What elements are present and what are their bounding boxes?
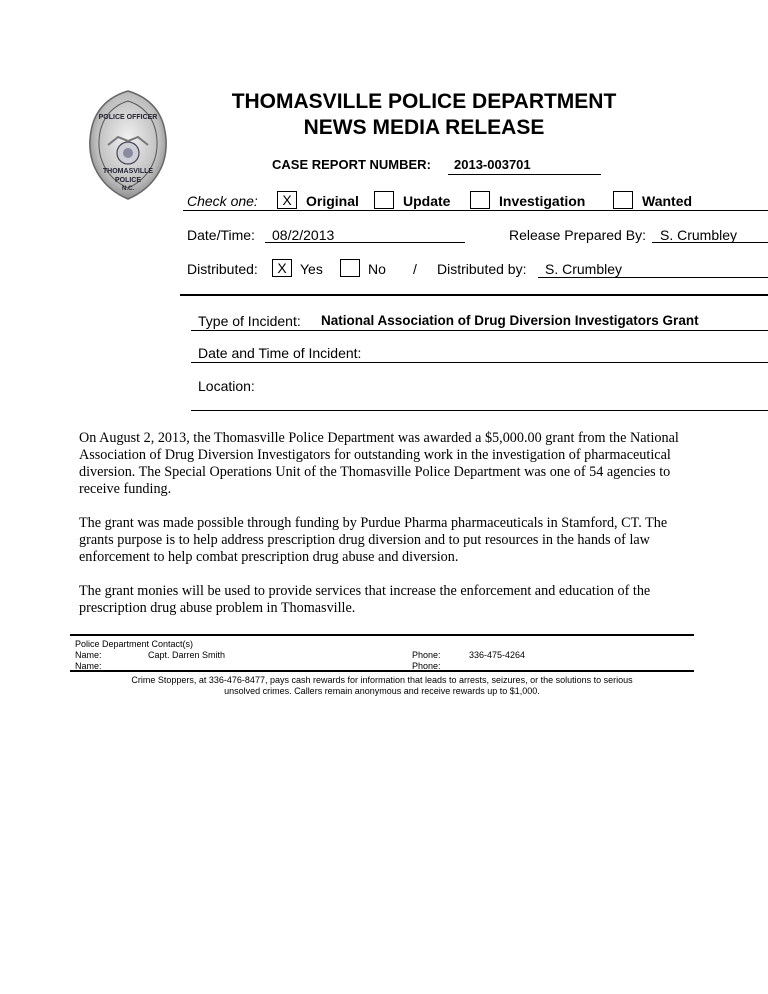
body-paragraph-2: The grant was made possible through funding by Purdue Pharma pharmaceuticals in Stamford, CT. The grants purpose is to help address prescription drug diversion and to put resources in the hands of law enforcement to help combat prescription drug abuse and diversion. <box>79 515 668 565</box>
prepared-by-label: Release Prepared By: <box>509 227 646 243</box>
contact-name-label-1: Name: <box>75 650 102 660</box>
case-number-underline <box>448 174 601 175</box>
distributed-by-label: Distributed by: <box>437 261 527 277</box>
title-department: THOMASVILLE POLICE DEPARTMENT <box>231 90 617 113</box>
police-badge-logo <box>86 89 170 201</box>
contact-top-rule <box>70 634 694 636</box>
incident-datetime-underline <box>191 362 768 363</box>
date-time-label: Date/Time: <box>187 227 255 243</box>
checkbox-wanted-label: Wanted <box>642 193 693 209</box>
checkbox-investigation[interactable] <box>470 191 490 209</box>
badge-text-state: N.C. <box>122 186 134 192</box>
incident-location-underline <box>191 410 768 411</box>
crime-stoppers-line-2: unsolved crimes. Callers remain anonymous and receive rewards up to $1,000. <box>224 686 540 696</box>
checkbox-update-label: Update <box>403 193 451 209</box>
checkbox-update[interactable] <box>374 191 394 209</box>
contact-name-1: Capt. Darren Smith <box>148 650 226 660</box>
prepared-by-value: S. Crumbley <box>660 227 738 243</box>
incident-type-underline <box>191 330 768 331</box>
contact-phone-label-1: Phone: <box>412 650 441 660</box>
case-number-value: 2013-003701 <box>454 157 531 172</box>
crime-stoppers-line-1: Crime Stoppers, at 336-476-8477, pays cash rewards for information that leads to arrests, seizures, or the solutions to serious <box>131 675 633 685</box>
badge-text-city: THOMASVILLE <box>102 168 154 175</box>
contact-bottom-rule <box>70 670 694 672</box>
case-number-label: CASE REPORT NUMBER: <box>272 157 431 172</box>
badge-text-police: POLICE <box>114 177 142 184</box>
distributed-yes-label: Yes <box>300 261 323 277</box>
check-one-label: Check one: <box>187 193 258 209</box>
badge-text-top: POLICE OFFICER <box>98 114 158 121</box>
checkbox-distributed-no[interactable] <box>340 259 360 277</box>
checkbox-distributed-yes[interactable]: X <box>272 259 292 277</box>
incident-type-value: National Association of Drug Diversion Investigators Grant <box>321 313 699 328</box>
contact-heading: Police Department Contact(s) <box>75 639 194 649</box>
title-release: NEWS MEDIA RELEASE <box>303 116 545 139</box>
distributed-label: Distributed: <box>187 261 258 277</box>
checkbox-original-label: Original <box>306 193 359 209</box>
distributed-by-value: S. Crumbley <box>545 261 623 277</box>
distributed-by-underline <box>538 277 768 278</box>
contact-phone-label-2: Phone: <box>412 661 441 671</box>
distributed-separator: / <box>413 261 417 277</box>
body-paragraph-3: The grant monies will be used to provide services that increase the enforcement and education of the prescription drug abuse problem in Thomasville. <box>79 583 651 616</box>
contact-name-label-2: Name: <box>75 661 102 671</box>
check-row-underline <box>183 210 768 211</box>
checkbox-wanted[interactable] <box>613 191 633 209</box>
incident-location-label: Location: <box>198 378 255 394</box>
incident-type-label: Type of Incident: <box>198 313 301 329</box>
section-divider <box>180 294 768 296</box>
checkbox-investigation-label: Investigation <box>499 193 586 209</box>
incident-datetime-label: Date and Time of Incident: <box>198 345 362 361</box>
date-time-underline <box>265 242 465 243</box>
checkbox-original[interactable]: X <box>277 191 297 209</box>
contact-phone-1: 336-475-4264 <box>469 650 526 660</box>
distributed-no-label: No <box>368 261 386 277</box>
date-time-value: 08/2/2013 <box>272 227 335 243</box>
body-paragraph-1: On August 2, 2013, the Thomasville Police Department was awarded a $5,000.00 grant from the National Association of Drug Diversion Investigators for outstanding work in the investigation of pharmaceutical diversion. The Special Operations Unit of the Thomasville Police Department was one of 54 agencies to receive funding. <box>79 430 679 497</box>
prepared-by-underline <box>652 242 768 243</box>
